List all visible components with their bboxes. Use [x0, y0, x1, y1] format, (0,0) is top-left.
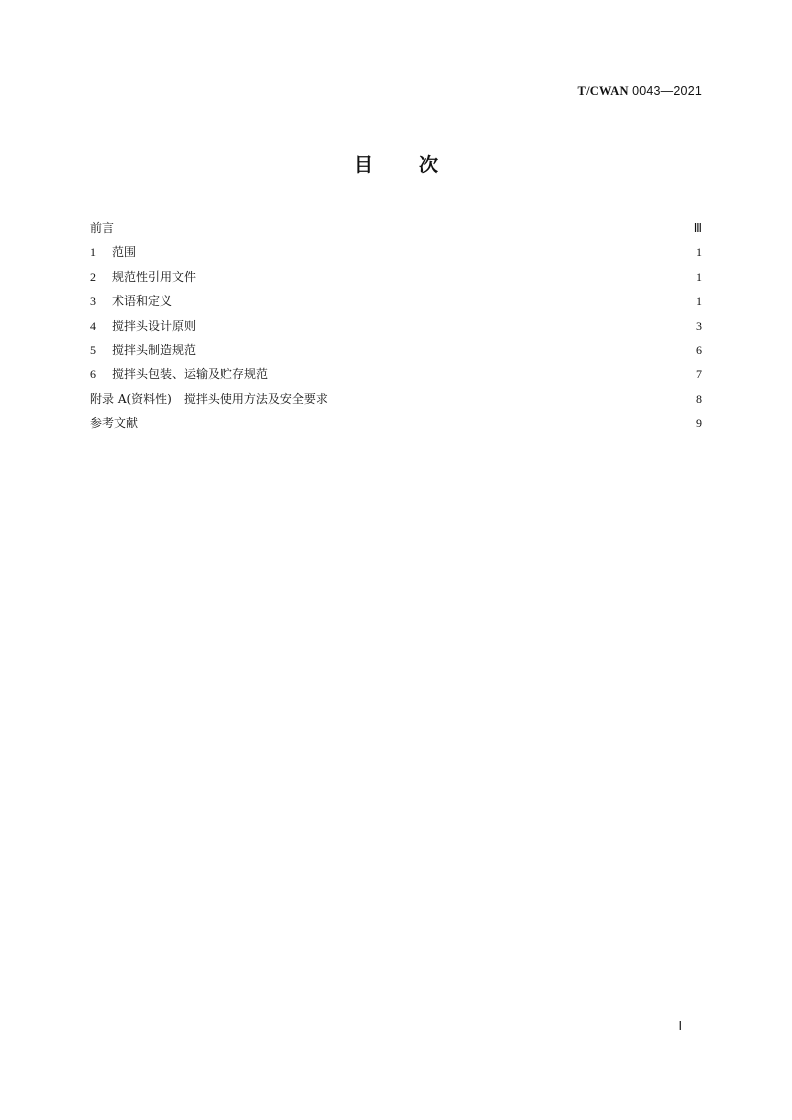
toc-entry-label: 附录 A(资料性) 搅拌头使用方法及安全要求: [90, 391, 328, 406]
toc-entry-page: 3: [696, 318, 702, 333]
toc-leader-dots: [268, 369, 690, 381]
toc-entry-page: 6: [696, 342, 702, 357]
toc-leader-dots: [200, 344, 690, 356]
toc-entry-label: 搅拌头制造规范: [112, 342, 197, 357]
toc-entry-normative-references[interactable]: [90, 265, 702, 289]
toc-title-char-1: 目: [353, 154, 373, 176]
toc-entry-design-principles[interactable]: [90, 314, 702, 338]
toc-leader-dots: [200, 271, 690, 283]
toc-entry-page: Ⅲ: [693, 221, 702, 235]
toc-entry-label: 参考文献: [90, 416, 139, 431]
toc-entry-number: 1: [90, 245, 96, 260]
toc-entry-terms-definitions[interactable]: [90, 289, 702, 313]
toc-entry-label: 前言: [90, 221, 115, 235]
toc-title-char-2: 次: [419, 154, 439, 176]
toc-entry-label: 范围: [112, 245, 137, 260]
toc-entry-number: 4: [90, 318, 96, 333]
toc-entry-label: 规范性引用文件: [112, 269, 197, 284]
toc-leader-dots: [176, 295, 690, 307]
toc-entry-page: 9: [696, 416, 702, 431]
toc-entry-scope[interactable]: [90, 240, 702, 264]
table-of-contents: [90, 216, 702, 436]
toc-entry-page: 7: [696, 367, 702, 382]
toc-entry-number: 3: [90, 294, 96, 309]
toc-entry-label: 搅拌头包装、运输及贮存规范: [112, 367, 269, 382]
toc-leader-dots: [118, 222, 690, 234]
toc-entry-page: 1: [696, 294, 702, 309]
toc-entry-label: 术语和定义: [112, 294, 173, 309]
toc-entry-manufacturing-spec[interactable]: [90, 338, 702, 362]
toc-entry-bibliography[interactable]: [90, 411, 702, 435]
toc-leader-dots: [200, 320, 690, 332]
toc-entry-appendix-a[interactable]: [90, 387, 702, 411]
toc-entry-page: 1: [696, 269, 702, 284]
document-code-prefix: T/CWAN: [577, 84, 629, 98]
toc-entry-page: 1: [696, 245, 702, 260]
toc-leader-dots: [140, 247, 690, 259]
toc-entry-number: 6: [90, 367, 96, 382]
document-code-number: 0043—2021: [632, 84, 702, 98]
toc-entry-foreword[interactable]: [90, 216, 702, 240]
toc-entry-label: 搅拌头设计原则: [112, 318, 197, 333]
page-number: Ⅰ: [678, 1019, 682, 1033]
toc-leader-dots: [138, 417, 690, 429]
toc-entry-number: 5: [90, 342, 96, 357]
toc-entry-packaging-transport-storage[interactable]: [90, 362, 702, 386]
document-code: [578, 84, 702, 99]
toc-entry-page: 8: [696, 391, 702, 406]
toc-title: [0, 150, 792, 177]
toc-entry-number: 2: [90, 269, 96, 284]
toc-leader-dots: [342, 393, 690, 405]
